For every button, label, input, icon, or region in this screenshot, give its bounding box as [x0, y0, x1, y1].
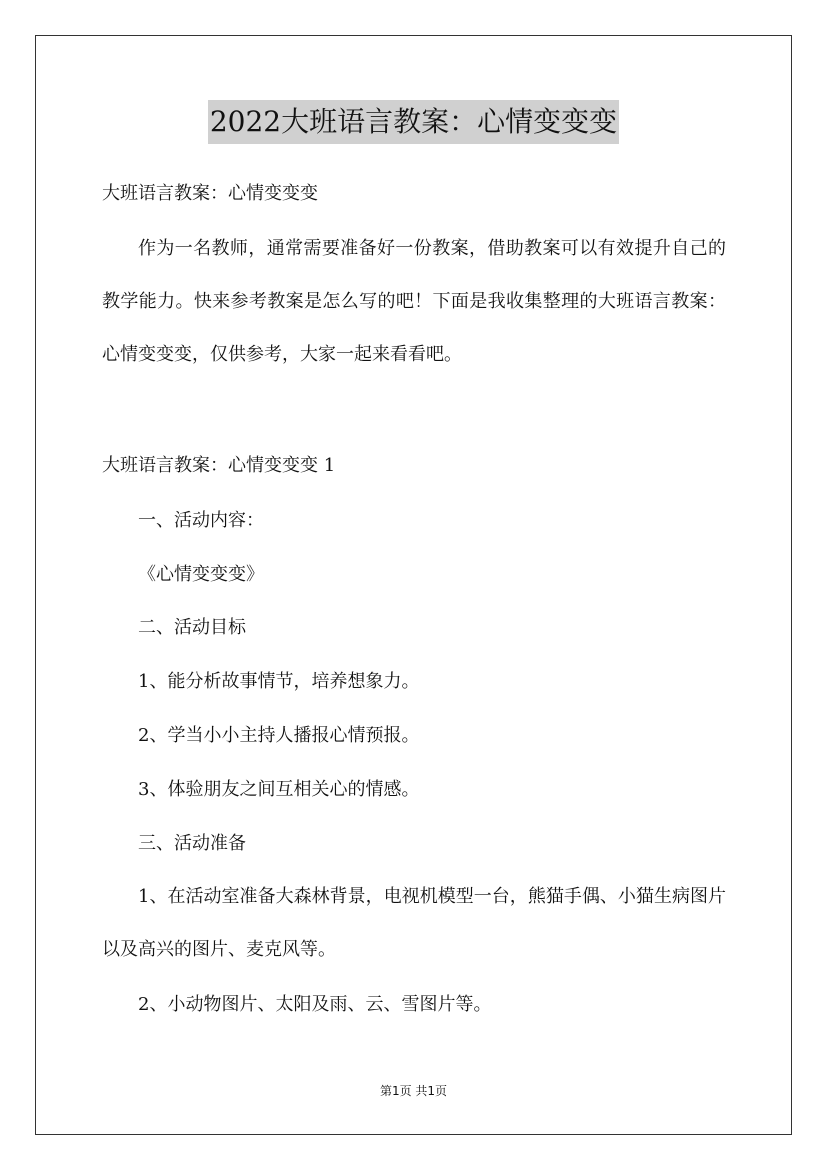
page-footer: 第1页 共1页 — [379, 1084, 448, 1098]
list-item: 3、体验朋友之间互相关心的情感。 — [138, 779, 420, 800]
document-title — [0, 100, 827, 144]
section-heading: 大班语言教案：心情变变变 1 — [102, 455, 336, 476]
list-item: 1、能分析故事情节，培养想象力。 — [138, 671, 420, 692]
list-item: 一、活动内容： — [138, 510, 264, 531]
list-item: 《心情变变变》 — [138, 564, 264, 585]
list-item: 三、活动准备 — [138, 833, 246, 854]
document-subtitle: 大班语言教案：心情变变变 — [102, 183, 318, 204]
list-item: 2、学当小小主持人播报心情预报。 — [138, 725, 420, 746]
prep-item-1: 1、在活动室准备大森林背景，电视机模型一台，熊猫手偶、小猫生病图片以及高兴的图片、麦克风等。 — [102, 886, 726, 960]
list-item: 二、活动目标 — [138, 617, 246, 638]
document-title-text: 2022大班语言教案：心情变变变 — [208, 100, 619, 144]
intro-paragraph: 作为一名教师，通常需要准备好一份教案，借助教案可以有效提升自己的教学能力。快来参考教案是怎么写的吧！下面是我收集整理的大班语言教案：心情变变变，仅供参考，大家一起来看看吧。 — [102, 238, 726, 365]
prep-item-2: 2、小动物图片、太阳及雨、云、雪图片等。 — [138, 994, 492, 1015]
